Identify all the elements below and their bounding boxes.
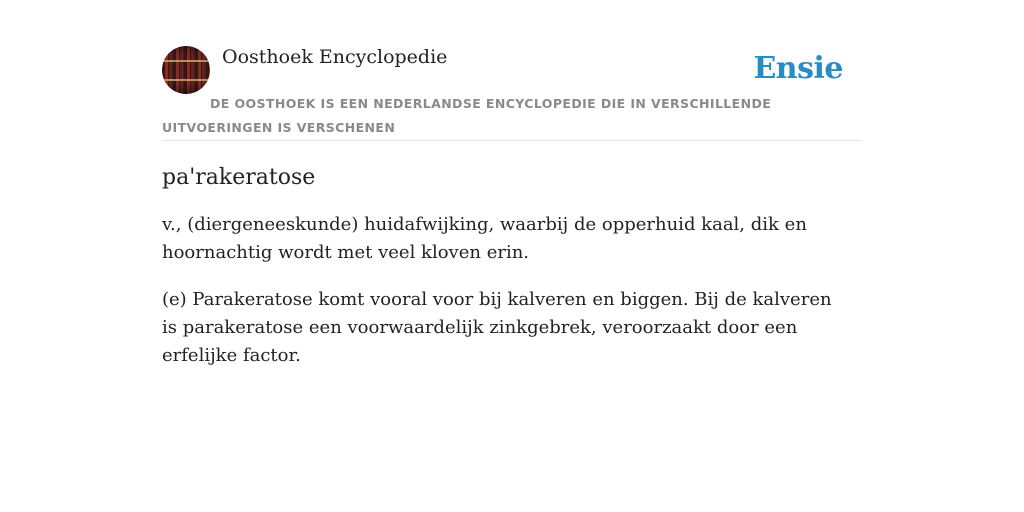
shelf-decoration [162, 60, 210, 62]
entry-paragraph: v., (diergeneeskunde) huidafwijking, waarbij de opperhuid kaal, dik en hoornachtig wordt met veel kloven erin. [162, 214, 807, 263]
source-tagline: DE OOSTHOEK IS EEN NEDERLANDSE ENCYCLOPEDIE DIE IN VERSCHILLENDE UITVOERINGEN IS VERSCHENEN [162, 96, 772, 135]
entry-content [162, 160, 852, 389]
source-name-link[interactable]: Oosthoek Encyclopedie [222, 46, 448, 68]
shelf-decoration [162, 79, 210, 81]
entry-title: pa'rakeratose [162, 165, 316, 190]
entry-paragraph: (e) Parakeratose komt vooral voor bij kalveren en biggen. Bij de kalveren is parakeratose een voorwaardelijk zinkgebrek, veroorzaakt door een erfelijke factor. [162, 289, 832, 366]
ensie-logo[interactable]: Ensie [753, 51, 843, 86]
source-header [162, 46, 862, 141]
bookshelf-avatar-icon[interactable] [162, 46, 210, 94]
